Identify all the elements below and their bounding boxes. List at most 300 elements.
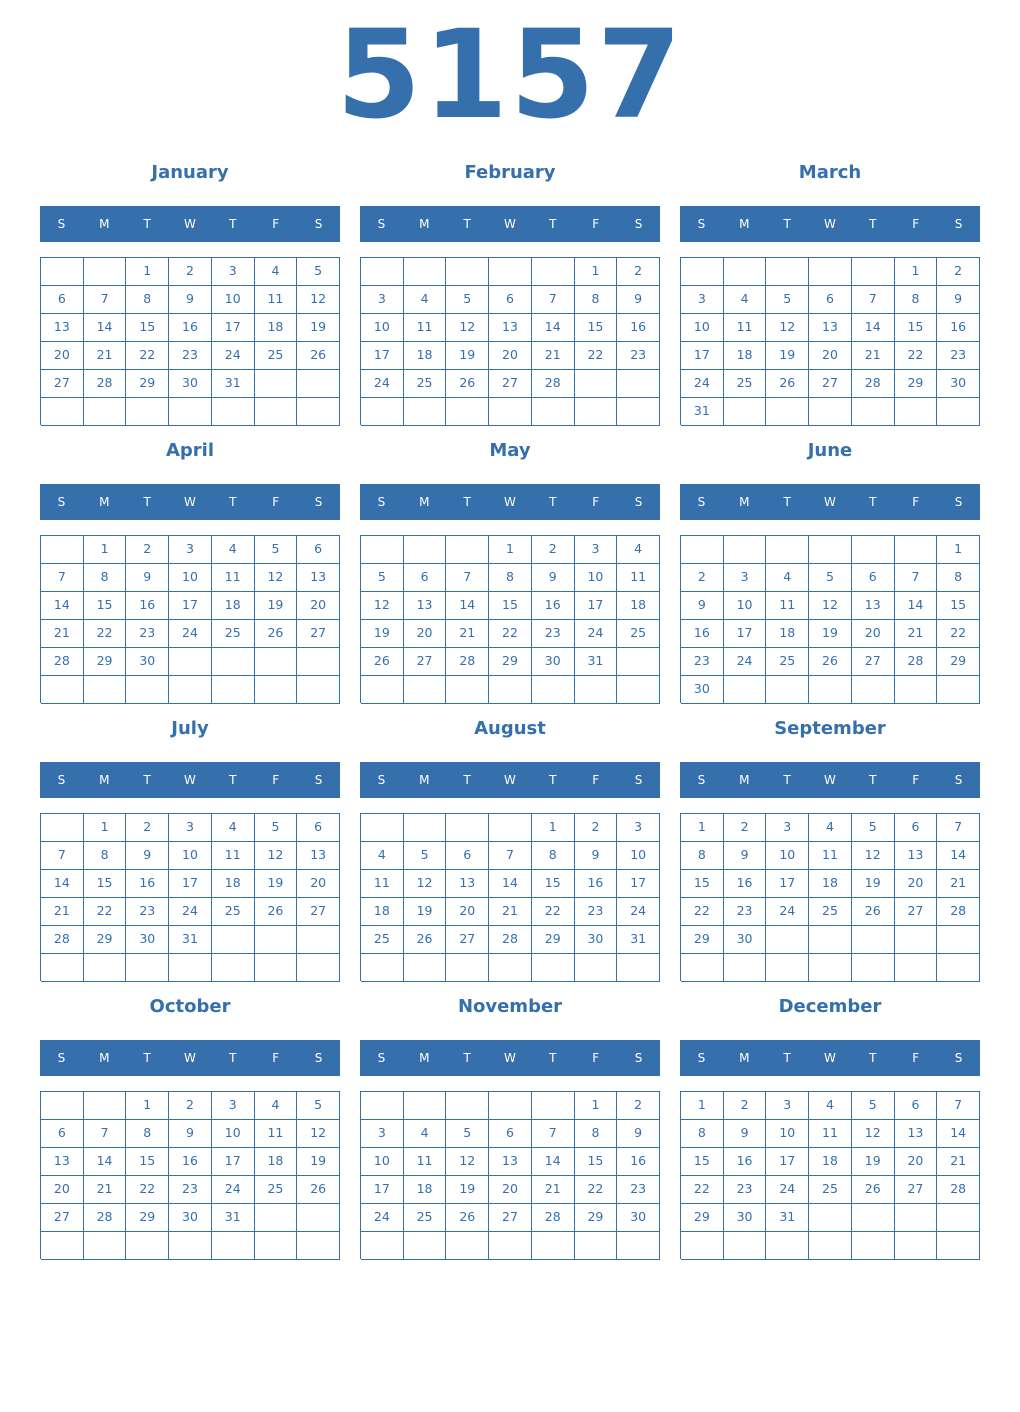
day-cell[interactable]: 11 — [404, 314, 447, 342]
day-cell[interactable]: 5 — [297, 1092, 340, 1120]
day-cell[interactable]: 4 — [809, 814, 852, 842]
day-cell[interactable]: 12 — [809, 592, 852, 620]
day-cell[interactable]: 27 — [446, 926, 489, 954]
day-cell[interactable]: 4 — [617, 536, 660, 564]
day-cell[interactable]: 19 — [446, 342, 489, 370]
day-cell[interactable]: 10 — [617, 842, 660, 870]
day-cell[interactable]: 22 — [84, 898, 127, 926]
day-cell[interactable]: 11 — [212, 842, 255, 870]
day-cell[interactable]: 18 — [404, 342, 447, 370]
day-cell[interactable]: 18 — [212, 592, 255, 620]
day-cell[interactable]: 26 — [255, 898, 298, 926]
day-cell[interactable]: 9 — [126, 842, 169, 870]
day-cell[interactable]: 31 — [766, 1204, 809, 1232]
day-cell[interactable]: 24 — [766, 1176, 809, 1204]
day-cell[interactable]: 11 — [766, 592, 809, 620]
day-cell[interactable]: 21 — [41, 620, 84, 648]
day-cell[interactable]: 13 — [852, 592, 895, 620]
day-cell[interactable]: 18 — [404, 1176, 447, 1204]
day-cell[interactable]: 3 — [724, 564, 767, 592]
day-cell[interactable]: 14 — [84, 314, 127, 342]
day-cell[interactable]: 24 — [575, 620, 618, 648]
day-cell[interactable]: 18 — [361, 898, 404, 926]
day-cell[interactable]: 9 — [532, 564, 575, 592]
day-cell[interactable]: 4 — [766, 564, 809, 592]
day-cell[interactable]: 16 — [724, 870, 767, 898]
day-cell[interactable]: 24 — [169, 620, 212, 648]
day-cell[interactable]: 19 — [297, 314, 340, 342]
day-cell[interactable]: 27 — [297, 898, 340, 926]
day-cell[interactable]: 18 — [255, 314, 298, 342]
day-cell[interactable]: 25 — [724, 370, 767, 398]
day-cell[interactable]: 16 — [169, 1148, 212, 1176]
day-cell[interactable]: 30 — [169, 1204, 212, 1232]
day-cell[interactable]: 28 — [937, 898, 980, 926]
day-cell[interactable]: 6 — [895, 1092, 938, 1120]
day-cell[interactable]: 30 — [937, 370, 980, 398]
day-cell[interactable]: 25 — [809, 898, 852, 926]
day-cell[interactable]: 10 — [681, 314, 724, 342]
day-cell[interactable]: 17 — [169, 592, 212, 620]
day-cell[interactable]: 11 — [255, 286, 298, 314]
day-cell[interactable]: 5 — [297, 258, 340, 286]
day-cell[interactable]: 7 — [937, 814, 980, 842]
day-cell[interactable]: 3 — [169, 536, 212, 564]
day-cell[interactable]: 10 — [766, 842, 809, 870]
day-cell[interactable]: 22 — [681, 1176, 724, 1204]
day-cell[interactable]: 3 — [361, 1120, 404, 1148]
day-cell[interactable]: 12 — [766, 314, 809, 342]
day-cell[interactable]: 21 — [84, 1176, 127, 1204]
day-cell[interactable]: 12 — [361, 592, 404, 620]
day-cell[interactable]: 2 — [937, 258, 980, 286]
day-cell[interactable]: 26 — [404, 926, 447, 954]
day-cell[interactable]: 28 — [895, 648, 938, 676]
day-cell[interactable]: 12 — [255, 564, 298, 592]
day-cell[interactable]: 9 — [681, 592, 724, 620]
day-cell[interactable]: 28 — [489, 926, 532, 954]
day-cell[interactable]: 6 — [489, 1120, 532, 1148]
day-cell[interactable]: 5 — [255, 536, 298, 564]
day-cell[interactable]: 31 — [212, 370, 255, 398]
day-cell[interactable]: 27 — [895, 1176, 938, 1204]
day-cell[interactable]: 13 — [404, 592, 447, 620]
day-cell[interactable]: 22 — [84, 620, 127, 648]
day-cell[interactable]: 25 — [766, 648, 809, 676]
day-cell[interactable]: 7 — [41, 842, 84, 870]
day-cell[interactable]: 21 — [937, 1148, 980, 1176]
day-cell[interactable]: 6 — [297, 814, 340, 842]
day-cell[interactable]: 16 — [937, 314, 980, 342]
day-cell[interactable]: 13 — [489, 1148, 532, 1176]
day-cell[interactable]: 2 — [681, 564, 724, 592]
day-cell[interactable]: 30 — [126, 926, 169, 954]
day-cell[interactable]: 3 — [617, 814, 660, 842]
day-cell[interactable]: 19 — [361, 620, 404, 648]
day-cell[interactable]: 1 — [84, 536, 127, 564]
day-cell[interactable]: 3 — [766, 814, 809, 842]
day-cell[interactable]: 14 — [895, 592, 938, 620]
day-cell[interactable]: 3 — [681, 286, 724, 314]
day-cell[interactable]: 18 — [809, 1148, 852, 1176]
day-cell[interactable]: 2 — [169, 1092, 212, 1120]
day-cell[interactable]: 13 — [41, 1148, 84, 1176]
day-cell[interactable]: 30 — [724, 1204, 767, 1232]
day-cell[interactable]: 15 — [681, 1148, 724, 1176]
day-cell[interactable]: 8 — [84, 564, 127, 592]
day-cell[interactable]: 8 — [681, 1120, 724, 1148]
day-cell[interactable]: 22 — [937, 620, 980, 648]
day-cell[interactable]: 6 — [852, 564, 895, 592]
day-cell[interactable]: 19 — [297, 1148, 340, 1176]
day-cell[interactable]: 28 — [937, 1176, 980, 1204]
day-cell[interactable]: 25 — [404, 1204, 447, 1232]
day-cell[interactable]: 29 — [532, 926, 575, 954]
day-cell[interactable]: 5 — [361, 564, 404, 592]
day-cell[interactable]: 27 — [489, 370, 532, 398]
day-cell[interactable]: 17 — [212, 314, 255, 342]
day-cell[interactable]: 25 — [617, 620, 660, 648]
day-cell[interactable]: 5 — [404, 842, 447, 870]
day-cell[interactable]: 11 — [212, 564, 255, 592]
day-cell[interactable]: 24 — [766, 898, 809, 926]
day-cell[interactable]: 23 — [617, 1176, 660, 1204]
day-cell[interactable]: 19 — [404, 898, 447, 926]
day-cell[interactable]: 1 — [84, 814, 127, 842]
day-cell[interactable]: 17 — [724, 620, 767, 648]
day-cell[interactable]: 31 — [212, 1204, 255, 1232]
day-cell[interactable]: 8 — [895, 286, 938, 314]
day-cell[interactable]: 12 — [255, 842, 298, 870]
day-cell[interactable]: 23 — [724, 1176, 767, 1204]
day-cell[interactable]: 6 — [809, 286, 852, 314]
day-cell[interactable]: 15 — [126, 314, 169, 342]
day-cell[interactable]: 11 — [724, 314, 767, 342]
day-cell[interactable]: 27 — [809, 370, 852, 398]
day-cell[interactable]: 17 — [575, 592, 618, 620]
day-cell[interactable]: 28 — [446, 648, 489, 676]
day-cell[interactable]: 21 — [532, 342, 575, 370]
day-cell[interactable]: 1 — [126, 258, 169, 286]
day-cell[interactable]: 28 — [84, 1204, 127, 1232]
day-cell[interactable]: 13 — [489, 314, 532, 342]
day-cell[interactable]: 21 — [41, 898, 84, 926]
day-cell[interactable]: 11 — [809, 1120, 852, 1148]
day-cell[interactable]: 21 — [937, 870, 980, 898]
day-cell[interactable]: 29 — [681, 926, 724, 954]
day-cell[interactable]: 26 — [255, 620, 298, 648]
day-cell[interactable]: 19 — [852, 1148, 895, 1176]
day-cell[interactable]: 10 — [169, 564, 212, 592]
day-cell[interactable]: 1 — [937, 536, 980, 564]
day-cell[interactable]: 4 — [255, 258, 298, 286]
day-cell[interactable]: 8 — [489, 564, 532, 592]
day-cell[interactable]: 29 — [895, 370, 938, 398]
day-cell[interactable]: 20 — [297, 592, 340, 620]
day-cell[interactable]: 10 — [169, 842, 212, 870]
day-cell[interactable]: 4 — [404, 286, 447, 314]
day-cell[interactable]: 22 — [895, 342, 938, 370]
day-cell[interactable]: 11 — [617, 564, 660, 592]
day-cell[interactable]: 15 — [575, 1148, 618, 1176]
day-cell[interactable]: 8 — [681, 842, 724, 870]
day-cell[interactable]: 26 — [297, 342, 340, 370]
day-cell[interactable]: 26 — [766, 370, 809, 398]
day-cell[interactable]: 30 — [532, 648, 575, 676]
day-cell[interactable]: 5 — [766, 286, 809, 314]
day-cell[interactable]: 8 — [84, 842, 127, 870]
day-cell[interactable]: 2 — [532, 536, 575, 564]
day-cell[interactable]: 26 — [297, 1176, 340, 1204]
day-cell[interactable]: 7 — [41, 564, 84, 592]
day-cell[interactable]: 6 — [489, 286, 532, 314]
day-cell[interactable]: 7 — [446, 564, 489, 592]
day-cell[interactable]: 24 — [617, 898, 660, 926]
day-cell[interactable]: 8 — [532, 842, 575, 870]
day-cell[interactable]: 29 — [489, 648, 532, 676]
day-cell[interactable]: 22 — [681, 898, 724, 926]
day-cell[interactable]: 24 — [169, 898, 212, 926]
day-cell[interactable]: 18 — [724, 342, 767, 370]
day-cell[interactable]: 1 — [681, 1092, 724, 1120]
day-cell[interactable]: 18 — [809, 870, 852, 898]
day-cell[interactable]: 22 — [126, 1176, 169, 1204]
day-cell[interactable]: 7 — [489, 842, 532, 870]
day-cell[interactable]: 2 — [126, 814, 169, 842]
day-cell[interactable]: 11 — [255, 1120, 298, 1148]
day-cell[interactable]: 27 — [489, 1204, 532, 1232]
day-cell[interactable]: 15 — [575, 314, 618, 342]
day-cell[interactable]: 14 — [937, 1120, 980, 1148]
day-cell[interactable]: 16 — [575, 870, 618, 898]
day-cell[interactable]: 22 — [489, 620, 532, 648]
day-cell[interactable]: 12 — [297, 286, 340, 314]
day-cell[interactable]: 22 — [575, 1176, 618, 1204]
day-cell[interactable]: 10 — [575, 564, 618, 592]
day-cell[interactable]: 3 — [361, 286, 404, 314]
day-cell[interactable]: 14 — [532, 1148, 575, 1176]
day-cell[interactable]: 7 — [852, 286, 895, 314]
day-cell[interactable]: 15 — [84, 870, 127, 898]
day-cell[interactable]: 13 — [895, 842, 938, 870]
day-cell[interactable]: 27 — [41, 1204, 84, 1232]
day-cell[interactable]: 26 — [809, 648, 852, 676]
day-cell[interactable]: 13 — [297, 564, 340, 592]
day-cell[interactable]: 17 — [766, 870, 809, 898]
day-cell[interactable]: 7 — [532, 1120, 575, 1148]
day-cell[interactable]: 1 — [126, 1092, 169, 1120]
day-cell[interactable]: 28 — [84, 370, 127, 398]
day-cell[interactable]: 2 — [169, 258, 212, 286]
day-cell[interactable]: 28 — [41, 926, 84, 954]
day-cell[interactable]: 13 — [809, 314, 852, 342]
day-cell[interactable]: 24 — [212, 1176, 255, 1204]
day-cell[interactable]: 3 — [212, 258, 255, 286]
day-cell[interactable]: 17 — [766, 1148, 809, 1176]
day-cell[interactable]: 25 — [212, 898, 255, 926]
day-cell[interactable]: 27 — [404, 648, 447, 676]
day-cell[interactable]: 29 — [126, 370, 169, 398]
day-cell[interactable]: 8 — [126, 286, 169, 314]
day-cell[interactable]: 23 — [126, 898, 169, 926]
day-cell[interactable]: 23 — [126, 620, 169, 648]
day-cell[interactable]: 28 — [41, 648, 84, 676]
day-cell[interactable]: 23 — [617, 342, 660, 370]
day-cell[interactable]: 9 — [617, 286, 660, 314]
day-cell[interactable]: 25 — [255, 1176, 298, 1204]
day-cell[interactable]: 5 — [255, 814, 298, 842]
day-cell[interactable]: 20 — [489, 342, 532, 370]
day-cell[interactable]: 1 — [532, 814, 575, 842]
day-cell[interactable]: 26 — [852, 898, 895, 926]
day-cell[interactable]: 2 — [617, 1092, 660, 1120]
day-cell[interactable]: 10 — [212, 286, 255, 314]
day-cell[interactable]: 15 — [126, 1148, 169, 1176]
day-cell[interactable]: 16 — [126, 870, 169, 898]
day-cell[interactable]: 6 — [297, 536, 340, 564]
day-cell[interactable]: 3 — [766, 1092, 809, 1120]
day-cell[interactable]: 16 — [169, 314, 212, 342]
day-cell[interactable]: 12 — [297, 1120, 340, 1148]
day-cell[interactable]: 10 — [212, 1120, 255, 1148]
day-cell[interactable]: 7 — [895, 564, 938, 592]
day-cell[interactable]: 19 — [809, 620, 852, 648]
day-cell[interactable]: 16 — [617, 1148, 660, 1176]
day-cell[interactable]: 20 — [404, 620, 447, 648]
day-cell[interactable]: 19 — [852, 870, 895, 898]
day-cell[interactable]: 24 — [681, 370, 724, 398]
day-cell[interactable]: 8 — [575, 286, 618, 314]
day-cell[interactable]: 26 — [852, 1176, 895, 1204]
day-cell[interactable]: 9 — [169, 1120, 212, 1148]
day-cell[interactable]: 6 — [41, 286, 84, 314]
day-cell[interactable]: 3 — [169, 814, 212, 842]
day-cell[interactable]: 13 — [297, 842, 340, 870]
day-cell[interactable]: 14 — [41, 592, 84, 620]
day-cell[interactable]: 20 — [895, 1148, 938, 1176]
day-cell[interactable]: 22 — [126, 342, 169, 370]
day-cell[interactable]: 25 — [361, 926, 404, 954]
day-cell[interactable]: 25 — [404, 370, 447, 398]
day-cell[interactable]: 29 — [937, 648, 980, 676]
day-cell[interactable]: 30 — [126, 648, 169, 676]
day-cell[interactable]: 2 — [575, 814, 618, 842]
day-cell[interactable]: 23 — [532, 620, 575, 648]
day-cell[interactable]: 23 — [169, 342, 212, 370]
day-cell[interactable]: 18 — [212, 870, 255, 898]
day-cell[interactable]: 20 — [446, 898, 489, 926]
day-cell[interactable]: 15 — [681, 870, 724, 898]
day-cell[interactable]: 12 — [446, 314, 489, 342]
day-cell[interactable]: 13 — [41, 314, 84, 342]
day-cell[interactable]: 2 — [126, 536, 169, 564]
day-cell[interactable]: 14 — [84, 1148, 127, 1176]
day-cell[interactable]: 10 — [361, 314, 404, 342]
day-cell[interactable]: 3 — [212, 1092, 255, 1120]
day-cell[interactable]: 25 — [809, 1176, 852, 1204]
day-cell[interactable]: 21 — [532, 1176, 575, 1204]
day-cell[interactable]: 20 — [852, 620, 895, 648]
day-cell[interactable]: 30 — [169, 370, 212, 398]
day-cell[interactable]: 15 — [937, 592, 980, 620]
day-cell[interactable]: 28 — [532, 370, 575, 398]
day-cell[interactable]: 29 — [84, 648, 127, 676]
day-cell[interactable]: 1 — [575, 258, 618, 286]
day-cell[interactable]: 20 — [489, 1176, 532, 1204]
day-cell[interactable]: 11 — [809, 842, 852, 870]
day-cell[interactable]: 28 — [532, 1204, 575, 1232]
day-cell[interactable]: 4 — [255, 1092, 298, 1120]
day-cell[interactable]: 19 — [255, 870, 298, 898]
day-cell[interactable]: 27 — [852, 648, 895, 676]
day-cell[interactable]: 16 — [532, 592, 575, 620]
day-cell[interactable]: 3 — [575, 536, 618, 564]
day-cell[interactable]: 21 — [84, 342, 127, 370]
day-cell[interactable]: 7 — [84, 1120, 127, 1148]
day-cell[interactable]: 9 — [126, 564, 169, 592]
day-cell[interactable]: 11 — [404, 1148, 447, 1176]
day-cell[interactable]: 10 — [361, 1148, 404, 1176]
day-cell[interactable]: 21 — [895, 620, 938, 648]
day-cell[interactable]: 19 — [255, 592, 298, 620]
day-cell[interactable]: 24 — [212, 342, 255, 370]
day-cell[interactable]: 16 — [681, 620, 724, 648]
day-cell[interactable]: 5 — [809, 564, 852, 592]
day-cell[interactable]: 10 — [724, 592, 767, 620]
day-cell[interactable]: 13 — [446, 870, 489, 898]
day-cell[interactable]: 17 — [617, 870, 660, 898]
day-cell[interactable]: 14 — [41, 870, 84, 898]
day-cell[interactable]: 20 — [809, 342, 852, 370]
day-cell[interactable]: 26 — [361, 648, 404, 676]
day-cell[interactable]: 23 — [169, 1176, 212, 1204]
day-cell[interactable]: 20 — [41, 342, 84, 370]
day-cell[interactable]: 30 — [575, 926, 618, 954]
day-cell[interactable]: 4 — [724, 286, 767, 314]
day-cell[interactable]: 23 — [681, 648, 724, 676]
day-cell[interactable]: 31 — [681, 398, 724, 426]
day-cell[interactable]: 15 — [895, 314, 938, 342]
day-cell[interactable]: 30 — [681, 676, 724, 704]
day-cell[interactable]: 6 — [895, 814, 938, 842]
day-cell[interactable]: 9 — [724, 842, 767, 870]
day-cell[interactable]: 11 — [361, 870, 404, 898]
day-cell[interactable]: 17 — [361, 342, 404, 370]
day-cell[interactable]: 12 — [852, 1120, 895, 1148]
day-cell[interactable]: 10 — [766, 1120, 809, 1148]
day-cell[interactable]: 18 — [617, 592, 660, 620]
day-cell[interactable]: 14 — [446, 592, 489, 620]
day-cell[interactable]: 15 — [489, 592, 532, 620]
day-cell[interactable]: 29 — [126, 1204, 169, 1232]
day-cell[interactable]: 21 — [446, 620, 489, 648]
day-cell[interactable]: 28 — [852, 370, 895, 398]
day-cell[interactable]: 17 — [169, 870, 212, 898]
day-cell[interactable]: 23 — [724, 898, 767, 926]
day-cell[interactable]: 17 — [681, 342, 724, 370]
day-cell[interactable]: 26 — [446, 1204, 489, 1232]
day-cell[interactable]: 5 — [446, 1120, 489, 1148]
day-cell[interactable]: 14 — [937, 842, 980, 870]
day-cell[interactable]: 9 — [169, 286, 212, 314]
day-cell[interactable]: 27 — [895, 898, 938, 926]
day-cell[interactable]: 4 — [212, 536, 255, 564]
day-cell[interactable]: 7 — [532, 286, 575, 314]
day-cell[interactable]: 4 — [404, 1120, 447, 1148]
day-cell[interactable]: 21 — [852, 342, 895, 370]
day-cell[interactable]: 24 — [361, 1204, 404, 1232]
day-cell[interactable]: 20 — [297, 870, 340, 898]
